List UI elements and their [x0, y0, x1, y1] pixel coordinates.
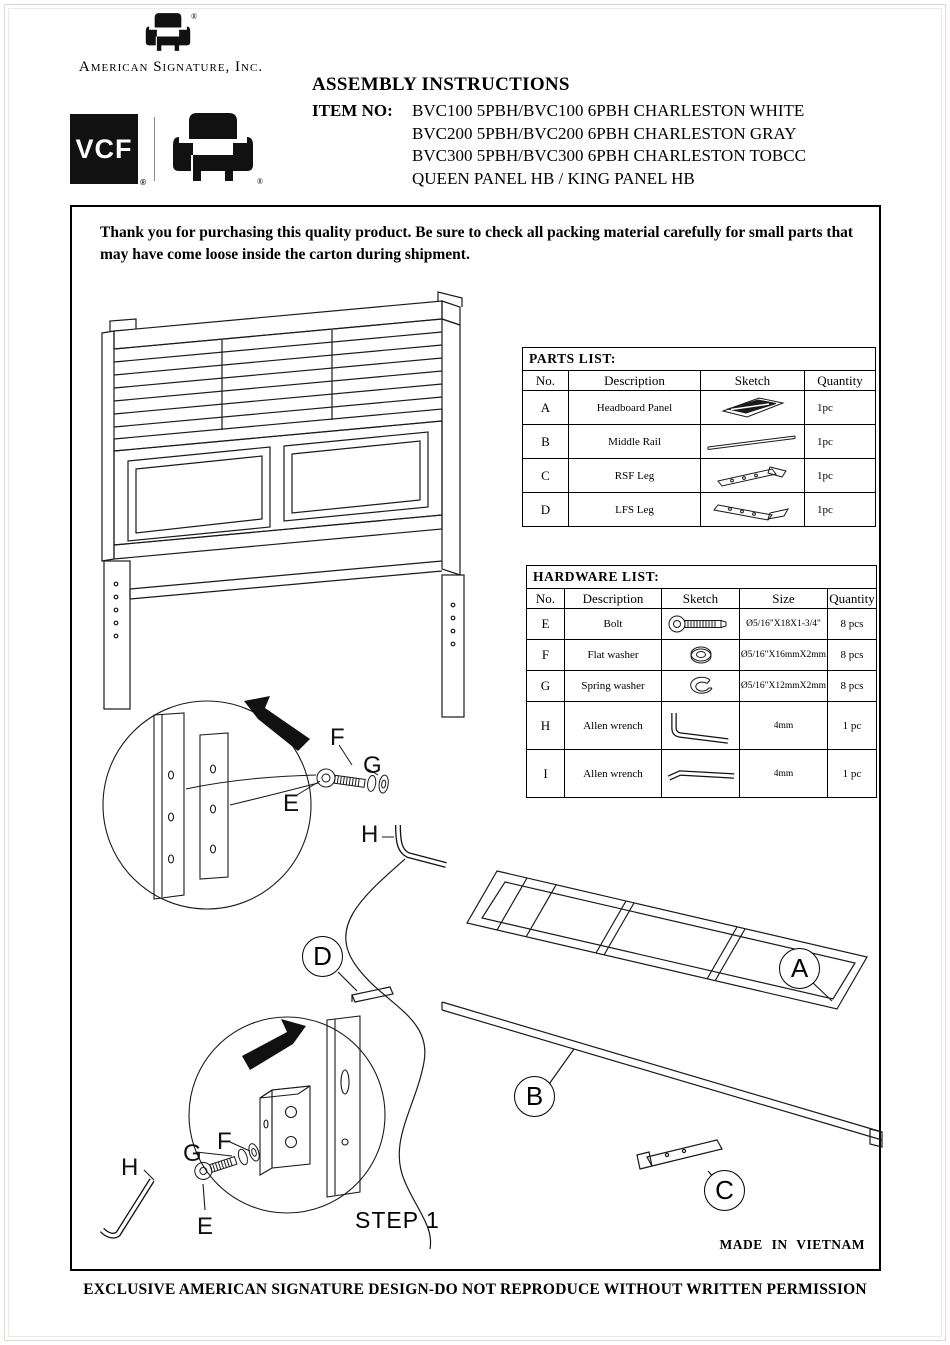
secondary-logo-row	[70, 112, 263, 187]
parts-row-d: D LFS Leg 1pc	[523, 493, 876, 527]
lfs-leg-sketch	[701, 493, 805, 527]
item-line-4: QUEEN PANEL HB / KING PANEL HB	[412, 168, 695, 188]
hw-col-quantity: Quantity	[828, 589, 877, 609]
parts-row-c: C RSF Leg 1pc	[523, 459, 876, 493]
bolt-sketch	[662, 609, 740, 640]
brand-reg-mark: ®	[190, 12, 198, 21]
callout-f-top: F	[330, 724, 345, 751]
vcf-logo-text: VCF	[75, 133, 133, 164]
callout-e-bottom: E	[197, 1213, 214, 1240]
callout-g-bottom: G	[183, 1140, 202, 1167]
item-line-3: BVC300 5PBH/BVC300 6PBH CHARLESTON TOBCC	[412, 146, 806, 165]
callout-h-top: H	[361, 821, 379, 848]
parts-col-description: Description	[569, 371, 701, 391]
logo-divider	[154, 117, 155, 181]
vcf-logo	[70, 114, 147, 187]
parts-row-a: A Headboard Panel 1pc	[523, 391, 876, 425]
headboard-panel-sketch	[701, 391, 805, 425]
callout-e-top: E	[283, 790, 300, 817]
parts-col-quantity: Quantity	[805, 371, 876, 391]
hardware-list-table	[526, 565, 877, 798]
part-label-c: C	[704, 1170, 745, 1211]
lower-detail-drawing	[92, 992, 492, 1292]
middle-rail-sketch	[701, 425, 805, 459]
brand-chair-icon	[145, 12, 197, 57]
spring-washer-sketch	[662, 671, 740, 702]
legal-notice: EXCLUSIVE AMERICAN SIGNATURE DESIGN-DO NOT REPRODUCE WITHOUT WRITTEN PERMISSION	[83, 1281, 867, 1298]
parts-list-title: PARTS LIST:	[523, 348, 876, 371]
allen-wrench-sketch	[662, 702, 740, 750]
parts-col-no: No.	[523, 371, 569, 391]
hw-row-g: G Spring washer Ø5/16"X12mmX2mm 8 pcs	[527, 671, 877, 702]
item-no-label: ITEM NO:	[312, 101, 393, 120]
item-line-2: BVC200 5PBH/BVC200 6PBH CHARLESTON GRAY	[412, 123, 797, 143]
allen-wrench-long-sketch	[662, 750, 740, 798]
instruction-sheet	[70, 205, 881, 1271]
notice-text: Thank you for purchasing this quality product. Be sure to check all packing material carefully for small parts that may have come loose inside the carton during shipment.	[100, 224, 854, 264]
hw-col-size: Size	[740, 589, 828, 609]
part-label-a: A	[779, 948, 820, 989]
title-block	[312, 74, 892, 190]
callout-h-bottom: H	[121, 1154, 139, 1181]
hw-row-h: H Allen wrench 4mm 1 pc	[527, 702, 877, 750]
hw-row-f: F Flat washer Ø5/16"X16mmX2mm 8 pcs	[527, 640, 877, 671]
made-in-vietnam: MADE IN VIETNAM	[719, 1237, 865, 1252]
vcf-reg-mark: ®	[140, 178, 147, 187]
parts-list-table	[522, 347, 876, 527]
hw-col-description: Description	[565, 589, 662, 609]
item-line-1: BVC100 5PBH/BVC100 6PBH CHARLESTON WHITE	[412, 101, 805, 120]
parts-col-sketch: Sketch	[701, 371, 805, 391]
step-label: STEP 1	[355, 1207, 440, 1233]
item-no-row	[312, 100, 892, 123]
page-title: ASSEMBLY INSTRUCTIONS	[312, 74, 570, 95]
hardware-list-title: HARDWARE LIST:	[527, 566, 877, 589]
part-label-b: B	[514, 1076, 555, 1117]
callout-f-bottom: F	[217, 1128, 232, 1155]
hw-row-i: I Allen wrench 4mm 1 pc	[527, 750, 877, 798]
parts-row-b: B Middle Rail 1pc	[523, 425, 876, 459]
part-label-d: D	[302, 936, 343, 977]
rsf-leg-sketch	[701, 459, 805, 493]
brand-name: American Signature, Inc.	[78, 59, 264, 75]
hw-col-sketch: Sketch	[662, 589, 740, 609]
callout-g-top: G	[363, 752, 382, 779]
hw-col-no: No.	[527, 589, 565, 609]
brand-logo-block	[62, 12, 280, 76]
chair-reg-mark: ®	[256, 176, 263, 186]
hw-row-e: E Bolt Ø5/16"X18X1-3/4" 8 pcs	[527, 609, 877, 640]
vcf-chair-icon	[171, 111, 263, 188]
headboard-drawing	[94, 289, 539, 719]
flat-washer-sketch	[662, 640, 740, 671]
